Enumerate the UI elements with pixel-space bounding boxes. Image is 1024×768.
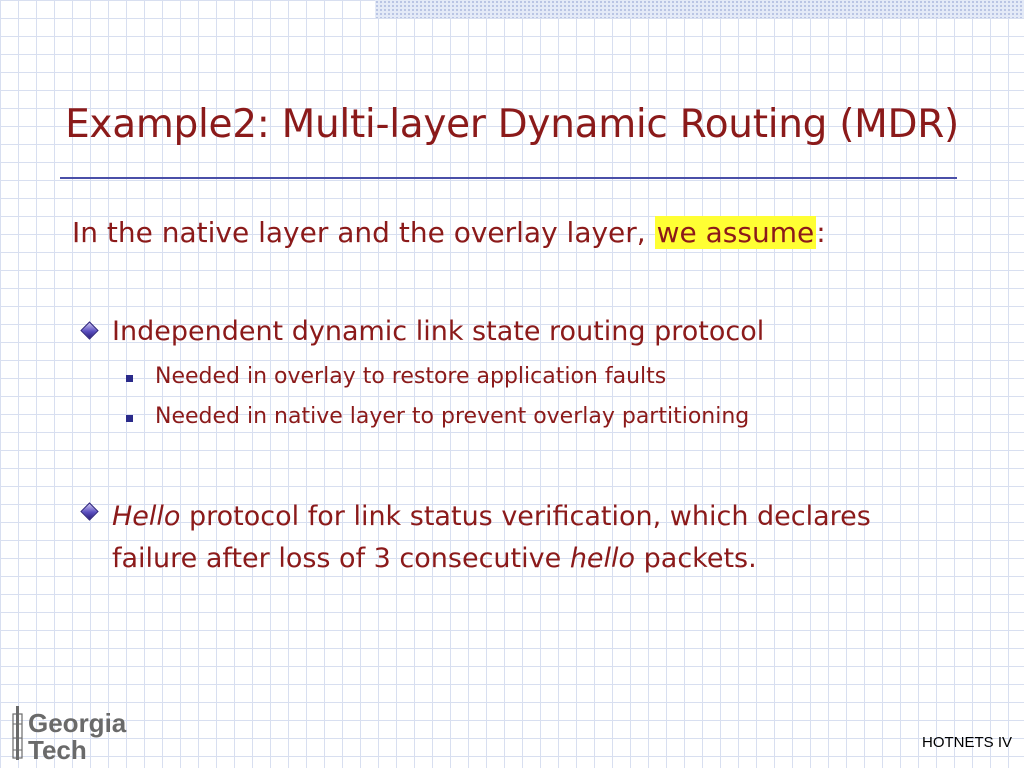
intro-text: In the native layer and the overlay layer, bbox=[72, 216, 655, 249]
bullet-routing-protocol: Independent dynamic link state routing protocol bbox=[112, 316, 765, 347]
hello-text: protocol for link status verification, which declares failure after loss of 3 consecutive bbox=[112, 501, 871, 574]
intro-line bbox=[72, 216, 826, 249]
hello-italic-2: hello bbox=[569, 543, 636, 574]
top-decorative-band bbox=[375, 0, 1024, 18]
georgia-tech-logo bbox=[10, 704, 160, 764]
logo-line1: Georgia bbox=[28, 708, 127, 738]
hello-text-end: packets. bbox=[635, 543, 757, 574]
intro-colon: : bbox=[816, 216, 826, 249]
logo-line2: Tech bbox=[28, 735, 87, 764]
diamond-bullet-icon bbox=[80, 321, 98, 339]
title-divider bbox=[60, 177, 957, 179]
sub-bullet-overlay: Needed in overlay to restore application faults bbox=[155, 364, 667, 389]
footer-label: HOTNETS IV bbox=[921, 734, 1012, 751]
diamond-bullet-icon bbox=[80, 502, 98, 520]
sub-bullet-native: Needed in native layer to prevent overlay partitioning bbox=[155, 404, 750, 429]
bullet-hello-protocol bbox=[112, 496, 912, 580]
slide-title: Example2: Multi-layer Dynamic Routing (MDR) bbox=[65, 102, 959, 147]
highlighted-phrase: we assume bbox=[656, 216, 815, 249]
tower-icon bbox=[13, 706, 22, 760]
square-bullet-icon bbox=[126, 375, 133, 382]
square-bullet-icon bbox=[126, 415, 133, 422]
hello-italic: Hello bbox=[112, 501, 181, 532]
